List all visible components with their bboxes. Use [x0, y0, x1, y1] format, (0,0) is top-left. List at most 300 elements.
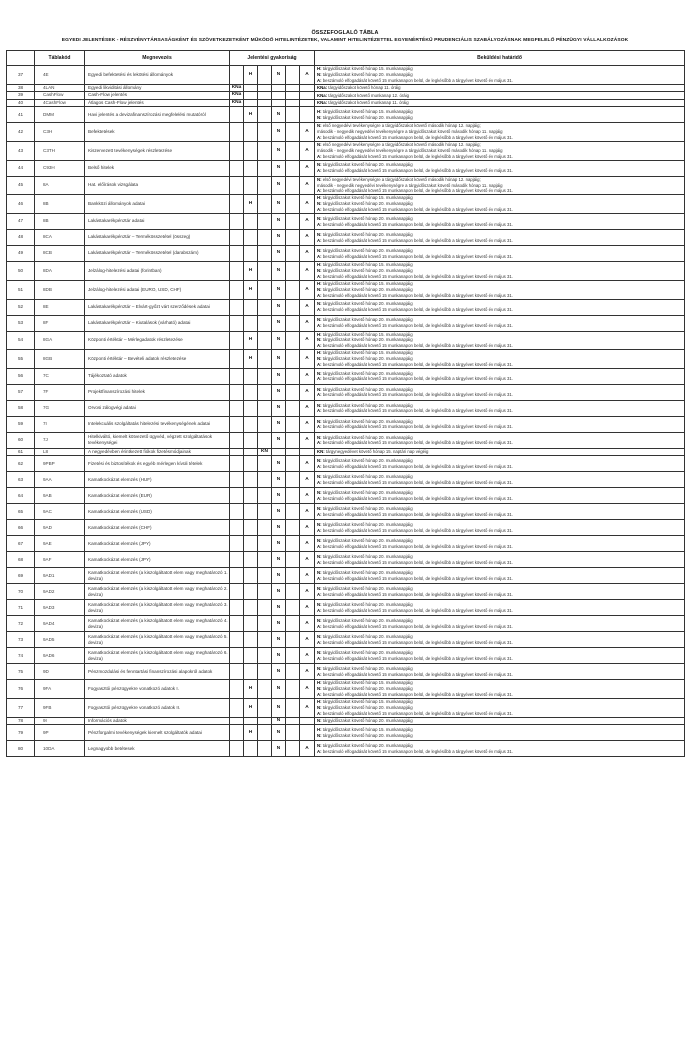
frequency-cell: KNa	[230, 99, 244, 107]
frequency-cell	[258, 368, 272, 384]
table-code: 9FB	[35, 699, 85, 718]
deadline-line	[317, 323, 684, 329]
frequency-cell: N	[272, 123, 286, 142]
frequency-cell	[244, 600, 258, 616]
frequency-cell	[230, 66, 244, 85]
deadline-line	[317, 624, 684, 630]
row-number: 71	[7, 600, 35, 616]
frequency-cell: H	[244, 350, 258, 369]
frequency-cell: A	[300, 648, 315, 664]
frequency-cell	[230, 488, 244, 504]
frequency-key: H:	[317, 108, 322, 114]
row-number: 43	[7, 141, 35, 160]
deadline-line	[317, 307, 684, 313]
frequency-key: N:	[317, 602, 322, 608]
frequency-key: A:	[317, 408, 322, 414]
frequency-key: A:	[317, 575, 322, 581]
table-code: 9AD3	[35, 600, 85, 616]
frequency-key: A:	[317, 376, 322, 382]
header-frequency: Jelentési gyakoriság	[230, 51, 315, 66]
frequency-cell	[300, 99, 315, 107]
frequency-cell	[258, 331, 272, 350]
frequency-cell	[258, 123, 272, 142]
frequency-key: N:	[317, 337, 322, 343]
table-name: Fogyasztói pénzügyekre vonatkozó adatok II.	[85, 699, 230, 718]
frequency-cell	[230, 315, 244, 331]
deadline-text: tárgyidőszakot követő hónap 20. munkanapjáig	[321, 718, 413, 724]
deadline-line	[317, 93, 684, 99]
frequency-cell	[230, 456, 244, 472]
deadline-cell	[315, 472, 685, 488]
frequency-key: A:	[317, 511, 322, 517]
row-number: 49	[7, 246, 35, 262]
deadline-text: tárgyidőszakot követő hónap 20. munkanapjáig	[321, 506, 413, 512]
frequency-cell: A	[300, 331, 315, 350]
deadline-line	[317, 672, 684, 678]
frequency-key: A:	[317, 273, 322, 279]
frequency-key: N:	[317, 732, 322, 738]
deadline-text: beszámoló elfogadását követő 15 munkanapon belül, de legkésőbb a tárgyévet követő év május 31.	[321, 607, 513, 613]
frequency-key: A:	[317, 463, 322, 469]
table-name: Pénzforgalmi tevékenységek kiemelt szolgáltatók adatai	[85, 725, 230, 741]
deadline-cell	[315, 176, 685, 195]
table-code: 9PBP	[35, 456, 85, 472]
deadline-text: tárgyidőszakot követő hónap 20. munkanapjáig	[321, 618, 413, 624]
row-number: 67	[7, 536, 35, 552]
table-row	[7, 504, 685, 520]
deadline-line	[317, 392, 684, 398]
frequency-cell	[244, 92, 258, 100]
deadline-line	[317, 544, 684, 550]
deadline-text: tárgyidőszakot követő hónap 20. munkanapjáig	[321, 474, 413, 480]
frequency-key: A:	[317, 607, 322, 613]
frequency-cell: H	[244, 680, 258, 699]
frequency-cell: N	[272, 552, 286, 568]
frequency-cell: A	[300, 488, 315, 504]
frequency-key: A:	[317, 188, 322, 194]
table-code: 7F	[35, 384, 85, 400]
frequency-cell	[286, 699, 300, 718]
frequency-key: N:	[317, 231, 322, 237]
deadline-cell	[315, 107, 685, 123]
frequency-cell: N	[272, 584, 286, 600]
frequency-key: H:	[317, 262, 322, 268]
frequency-cell	[244, 552, 258, 568]
frequency-cell: N	[272, 315, 286, 331]
frequency-cell	[244, 520, 258, 536]
frequency-cell: N	[272, 536, 286, 552]
table-row	[7, 368, 685, 384]
deadline-text: első negyedévi tevékenységre a tárgyidőszakot követő második hónap 12. napjáig;	[321, 123, 481, 129]
frequency-cell: N	[272, 699, 286, 718]
table-row	[7, 315, 685, 331]
row-number: 42	[7, 123, 35, 142]
frequency-cell	[244, 141, 258, 160]
deadline-text: második - negyedik negyedévi tevékenységre a tárgyidőszakot követő második hónap 11. napjáig	[317, 129, 503, 135]
deadline-line	[317, 512, 684, 518]
row-number: 79	[7, 725, 35, 741]
frequency-cell	[244, 616, 258, 632]
table-row	[7, 384, 685, 400]
frequency-cell	[286, 280, 300, 299]
deadline-cell	[315, 568, 685, 584]
deadline-cell	[315, 741, 685, 757]
frequency-key: A:	[317, 543, 322, 549]
frequency-cell	[230, 741, 244, 757]
deadline-cell	[315, 280, 685, 299]
frequency-key: N:	[317, 618, 322, 624]
frequency-cell	[244, 717, 258, 725]
table-name: Lakástakarékpénztár – Termékösszetétel (darabszám)	[85, 246, 230, 262]
deadline-cell	[315, 552, 685, 568]
deadline-text: tárgyidőszakot követő hónap 20. munkanapjáig	[321, 114, 413, 120]
frequency-key: A:	[317, 153, 322, 159]
row-number: 72	[7, 616, 35, 632]
frequency-cell	[230, 280, 244, 299]
row-number: 55	[7, 350, 35, 369]
frequency-cell	[244, 416, 258, 432]
frequency-key: H:	[317, 66, 322, 71]
deadline-text: tárgyidőszakot követő hónap 20. munkanapjáig	[321, 215, 413, 221]
frequency-cell	[286, 472, 300, 488]
frequency-cell: A	[300, 384, 315, 400]
deadline-text: tárgyidőszakot követő hónap 20. munkanapjáig	[321, 586, 413, 592]
frequency-cell	[272, 92, 286, 100]
row-number: 58	[7, 400, 35, 416]
deadline-text: tárgyidőszakot követő hónap 20. munkanapjáig	[321, 554, 413, 560]
frequency-cell: A	[300, 536, 315, 552]
table-code: 8GA	[35, 331, 85, 350]
frequency-key: N:	[317, 201, 322, 207]
frequency-key: A:	[317, 424, 322, 430]
table-name: Lakástakarékpénztár – Termékösszetétel (összeg)	[85, 230, 230, 246]
header-name: Megnevezés	[85, 51, 230, 66]
header-deadline: Beküldési határidő	[315, 51, 685, 66]
frequency-cell	[244, 632, 258, 648]
frequency-key: A:	[317, 323, 322, 329]
frequency-cell: N	[272, 717, 286, 725]
frequency-key: N:	[317, 386, 322, 392]
row-number: 64	[7, 488, 35, 504]
frequency-cell: N	[272, 568, 286, 584]
frequency-cell	[230, 176, 244, 195]
table-row	[7, 214, 685, 230]
frequency-cell: A	[300, 280, 315, 299]
table-name: Intelekcuális szolgáltatás hitelezési tevékenységének adatai	[85, 416, 230, 432]
frequency-cell	[286, 456, 300, 472]
table-name: A negyedévben érintkezett fiókok fizetésmódjainak	[85, 448, 230, 456]
frequency-cell	[286, 368, 300, 384]
deadline-text: beszámoló elfogadását követő 15 munkanapon belül, de legkésőbb a tárgyévet követő év május 31.	[321, 692, 513, 698]
table-row	[7, 280, 685, 299]
deadline-text: beszámoló elfogadását követő 15 munkanapon belül, de legkésőbb a tárgyévet követő év május 31.	[321, 440, 513, 446]
frequency-cell: A	[300, 472, 315, 488]
frequency-cell	[230, 141, 244, 160]
frequency-cell	[286, 600, 300, 616]
table-code: 7I	[35, 416, 85, 432]
frequency-cell: N	[272, 432, 286, 448]
deadline-line	[317, 608, 684, 614]
frequency-cell	[300, 448, 315, 456]
frequency-key: KNa:	[317, 92, 328, 98]
table-code: 8CA	[35, 230, 85, 246]
frequency-cell	[272, 99, 286, 107]
frequency-cell: H	[244, 262, 258, 281]
frequency-key: N:	[317, 686, 322, 692]
deadline-text: tárgyidőszakot követő hónap 20. munkanapjáig	[321, 538, 413, 544]
frequency-cell	[258, 432, 272, 448]
row-number: 54	[7, 331, 35, 350]
deadline-text: beszámoló elfogadását követő 15 munkanapon belül, de legkésőbb a tárgyévet követő év május 31.	[321, 168, 513, 174]
frequency-cell	[258, 488, 272, 504]
frequency-cell	[258, 536, 272, 552]
table-name: Tájékoztató adatok	[85, 368, 230, 384]
table-name: Egyedi befektetési és lekötési állományok	[85, 66, 230, 85]
frequency-key: A:	[317, 168, 322, 174]
frequency-cell	[286, 416, 300, 432]
deadline-line	[317, 733, 684, 739]
table-code: 9AD	[35, 520, 85, 536]
frequency-cell	[286, 214, 300, 230]
frequency-cell	[244, 214, 258, 230]
row-number: 39	[7, 92, 35, 100]
frequency-cell	[244, 584, 258, 600]
frequency-cell: N	[272, 262, 286, 281]
deadline-line	[317, 656, 684, 662]
table-name: Jelzálog-hitelezési adatai (forintban)	[85, 262, 230, 281]
frequency-cell	[258, 246, 272, 262]
frequency-cell: N	[272, 504, 286, 520]
frequency-cell	[244, 448, 258, 456]
frequency-key: KN:	[317, 449, 325, 455]
frequency-key: N:	[317, 418, 322, 424]
deadline-cell	[315, 214, 685, 230]
table-row	[7, 632, 685, 648]
deadline-cell	[315, 299, 685, 315]
frequency-key: A:	[317, 527, 322, 533]
deadline-text: beszámoló elfogadását követő 15 munkanapon belül, de legkésőbb a tárgyévet követő év május 31.	[321, 207, 513, 213]
deadline-text: tárgyidőszakot követő hónap 20. munkanapjáig	[321, 458, 413, 464]
frequency-cell	[244, 176, 258, 195]
frequency-key: A:	[317, 639, 322, 645]
frequency-cell	[286, 632, 300, 648]
deadline-line	[317, 222, 684, 228]
deadline-cell	[315, 141, 685, 160]
table-code: 4LAN	[35, 84, 85, 92]
frequency-cell	[230, 107, 244, 123]
table-code: CashFlow	[35, 92, 85, 100]
table-name: Kamatkockázat elemzés (HUF)	[85, 472, 230, 488]
table-row	[7, 648, 685, 664]
deadline-text: tárgyidőszakot követő hónap 15. munkanapjáig	[321, 350, 413, 356]
frequency-cell	[286, 520, 300, 536]
frequency-cell	[286, 262, 300, 281]
frequency-key: A:	[317, 77, 322, 83]
table-row	[7, 616, 685, 632]
frequency-cell: A	[300, 400, 315, 416]
frequency-cell	[258, 568, 272, 584]
table-code: 9P	[35, 725, 85, 741]
deadline-text: beszámoló elfogadását követő 15 munkanapon belül, de legkésőbb a tárgyévet követő év május 31.	[321, 135, 513, 141]
frequency-key: N:	[317, 666, 322, 672]
table-name: Kamatkockázat elemzés (a kiszolgáltatott elem vagy meghatározó 4. deviza)	[85, 616, 230, 632]
deadline-text: beszámoló elfogadását követő 15 munkanapon belül, de legkésőbb a tárgyévet követő év május 31.	[321, 221, 513, 227]
deadline-cell	[315, 262, 685, 281]
frequency-key: A:	[317, 748, 322, 754]
table-name: Központi értéktár – Bevételi adatok részletezése	[85, 350, 230, 369]
frequency-key: A:	[317, 623, 322, 629]
deadline-text: beszámoló elfogadását követő 15 munkanapon belül, de legkésőbb a tárgyévet követő év május 31.	[321, 362, 513, 368]
table-row	[7, 66, 685, 85]
row-number: 70	[7, 584, 35, 600]
table-code: 8DB	[35, 280, 85, 299]
deadline-text: tárgyidőszakot követő hónap 20. munkanapjáig	[321, 418, 413, 424]
row-number: 50	[7, 262, 35, 281]
frequency-cell: A	[300, 299, 315, 315]
frequency-cell: A	[300, 66, 315, 85]
frequency-cell	[244, 488, 258, 504]
table-name: Befektetések	[85, 123, 230, 142]
frequency-cell: A	[300, 504, 315, 520]
document-subtitle: EGYEDI JELENTÉSEK - RÉSZVÉNYTÁRSASÁGKÉNT ÉS SZÖVETKEZETKÉNT MŰKÖDŐ HITELINTÉZETEK, VALAMINT HITELINTÉZETTEL EGYENÉRTÉKŰ PRUDENCIÁLIS SZABÁLYOZÁSNAK MEGFELELŐ PÉNZÜGYI VÁLLALKOZÁSOK	[61, 38, 629, 43]
deadline-text: beszámoló elfogadását követő 15 munkanapon belül, de legkésőbb a tárgyévet követő év május 31.	[321, 273, 513, 279]
row-number: 53	[7, 315, 35, 331]
deadline-line	[317, 496, 684, 502]
frequency-cell	[286, 488, 300, 504]
row-number: 60	[7, 432, 35, 448]
deadline-text: tárgyidőszakot követő hónap 20. munkanapjáig	[321, 356, 413, 362]
table-row	[7, 664, 685, 680]
table-code: 9AA	[35, 472, 85, 488]
frequency-cell: A	[300, 368, 315, 384]
frequency-cell	[244, 568, 258, 584]
frequency-cell	[286, 741, 300, 757]
deadline-cell	[315, 66, 685, 85]
frequency-cell	[258, 262, 272, 281]
frequency-cell: N	[272, 214, 286, 230]
frequency-cell	[286, 725, 300, 741]
deadline-text: beszámoló elfogadását követő 15 munkanapon belül, de legkésőbb a tárgyévet követő év május 31.	[321, 639, 513, 645]
frequency-cell	[258, 632, 272, 648]
frequency-cell	[286, 680, 300, 699]
frequency-cell	[286, 160, 300, 176]
deadline-line	[317, 115, 684, 121]
frequency-cell	[286, 230, 300, 246]
deadline-line	[317, 440, 684, 446]
frequency-key: N:	[317, 586, 322, 592]
table-row	[7, 472, 685, 488]
frequency-cell: N	[272, 299, 286, 315]
frequency-key: A:	[317, 237, 322, 243]
deadline-text: tárgyidőszakot követő hónap 15. munkanapjáig	[321, 699, 413, 705]
frequency-cell: A	[300, 160, 315, 176]
table-code: 8GB	[35, 350, 85, 369]
frequency-key: N:	[317, 114, 322, 120]
frequency-cell: A	[300, 315, 315, 331]
table-row	[7, 141, 685, 160]
frequency-cell	[286, 448, 300, 456]
frequency-cell	[258, 99, 272, 107]
frequency-cell: H	[244, 195, 258, 214]
deadline-text: beszámoló elfogadását követő 15 munkanapon belül, de legkésőbb a tárgyévet követő év május 31.	[321, 575, 513, 581]
frequency-cell: KN	[258, 448, 272, 456]
frequency-cell	[244, 400, 258, 416]
table-name: Fogyasztói pénzügyekre vonatkozó adatok I.	[85, 680, 230, 699]
deadline-cell	[315, 331, 685, 350]
frequency-cell: N	[272, 160, 286, 176]
frequency-cell: N	[272, 648, 286, 664]
deadline-text: beszámoló elfogadását követő 15 munkanapon belül, de legkésőbb a tárgyévet követő év május 31.	[321, 188, 513, 194]
frequency-cell: H	[244, 66, 258, 85]
frequency-key: A:	[317, 559, 322, 565]
frequency-key: N:	[317, 71, 322, 77]
deadline-text: beszámoló elfogadását követő 15 munkanapon belül, de legkésőbb a tárgyévet követő év május 31.	[321, 424, 513, 430]
deadline-cell	[315, 584, 685, 600]
table-name: Egyedi likviditási állomány	[85, 84, 230, 92]
table-name: Kamatkockázat elemzés (a kiszolgáltatott elem vagy meghatározó 5. deviza)	[85, 632, 230, 648]
frequency-cell: H	[244, 107, 258, 123]
table-row	[7, 520, 685, 536]
frequency-cell	[230, 616, 244, 632]
deadline-text: tárgyidőszakot követő hónap 20. munkanapjáig	[321, 490, 413, 496]
deadline-line	[317, 78, 684, 84]
header-number-cell	[7, 51, 35, 66]
table-name: Kiszervezett tevékenységek részletezése	[85, 141, 230, 160]
deadline-text: tárgyidőszakot követő hónap 20. munkanapjáig	[321, 634, 413, 640]
table-code: 7J	[35, 432, 85, 448]
frequency-key: A:	[317, 343, 322, 349]
frequency-cell: N	[272, 141, 286, 160]
deadline-cell	[315, 195, 685, 214]
frequency-cell	[230, 632, 244, 648]
frequency-cell: N	[272, 741, 286, 757]
table-name: Projektfinanszírozási hitelek	[85, 384, 230, 400]
table-code: 8B	[35, 214, 85, 230]
row-number: 59	[7, 416, 35, 432]
frequency-cell: A	[300, 195, 315, 214]
deadline-text: tárgyidőszakot követő hónap 20. munkanapjáig	[321, 247, 413, 253]
deadline-text: beszámoló elfogadását követő 15 munkanapon belül, de legkésőbb a tárgyévet követő év május 31.	[321, 527, 513, 533]
deadline-text: első negyedévi tevékenységre a tárgyidőszakot követő második hónap 12. napjáig;	[321, 141, 481, 147]
frequency-cell	[286, 504, 300, 520]
frequency-cell	[244, 504, 258, 520]
frequency-cell	[244, 648, 258, 664]
table-name: Központi értéktár – Mérlegadatok részletezése	[85, 331, 230, 350]
table-code: 9AC	[35, 504, 85, 520]
deadline-line	[317, 188, 684, 194]
frequency-cell	[286, 331, 300, 350]
table-code: DMM	[35, 107, 85, 123]
frequency-cell: N	[272, 416, 286, 432]
table-row	[7, 262, 685, 281]
table-code: 10DA	[35, 741, 85, 757]
frequency-key: N:	[317, 743, 322, 748]
frequency-cell	[286, 648, 300, 664]
deadline-line	[317, 154, 684, 160]
frequency-cell: N	[272, 600, 286, 616]
frequency-cell	[258, 600, 272, 616]
table-row	[7, 331, 685, 350]
frequency-key: N:	[317, 268, 322, 273]
table-code: 7C	[35, 368, 85, 384]
table-code: 9FA	[35, 680, 85, 699]
frequency-cell	[230, 448, 244, 456]
deadline-text: második - negyedik negyedévi tevékenységre a tárgyidőszakot követő második hónap 11. napjáig	[317, 147, 503, 153]
frequency-key: A:	[317, 671, 322, 677]
deadline-line	[317, 711, 684, 717]
frequency-cell: A	[300, 741, 315, 757]
deadline-text: tárgyidőszakot követő munkanap 12. óráig	[327, 92, 410, 98]
